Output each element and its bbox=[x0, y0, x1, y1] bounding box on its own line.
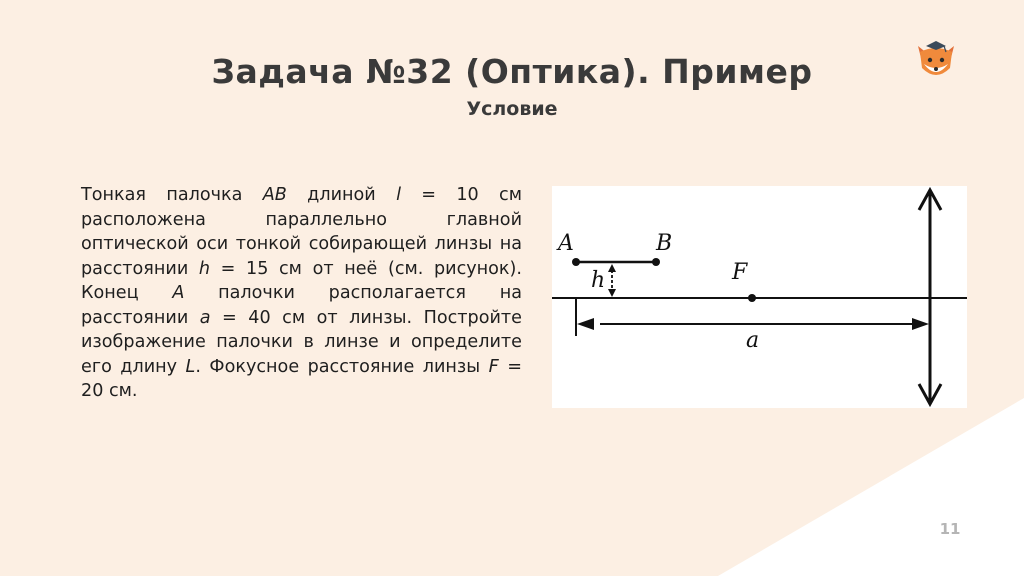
problem-text: Тонкая палочка AB длиной l = 10 см расположена параллельно главной оптической оси тонкой собирающей линзы на расстоянии h = 15 см от неё (см. рисунок). Конец A палочки располагается на расстоянии a = 40 см от линзы. Постройте изображение палочки в линзе и определите его длину L. Фокусное расстояние линзы F = 20 см. bbox=[81, 185, 523, 401]
fox-mascot-icon bbox=[914, 38, 958, 84]
var-L: L bbox=[185, 356, 196, 377]
var-F: F bbox=[488, 356, 499, 377]
label-a-distance: a bbox=[746, 328, 760, 353]
var-l: l bbox=[396, 185, 401, 205]
label-h: h bbox=[591, 268, 606, 293]
var-a-end: A bbox=[172, 283, 185, 303]
var-h: h bbox=[198, 258, 211, 279]
var-a: a bbox=[199, 307, 211, 328]
label-b-point: B bbox=[656, 231, 673, 256]
focus-point bbox=[748, 294, 756, 302]
page-title: Задача №32 (Оптика). Пример bbox=[211, 52, 813, 91]
label-f: F bbox=[732, 260, 748, 285]
var-ab: AB bbox=[262, 185, 287, 205]
page-subtitle: Условие bbox=[466, 98, 558, 120]
page-number: 11 bbox=[939, 520, 961, 538]
optics-diagram bbox=[552, 186, 967, 408]
point-b bbox=[652, 258, 660, 266]
point-a bbox=[572, 258, 580, 266]
label-a-point: A bbox=[558, 231, 574, 256]
